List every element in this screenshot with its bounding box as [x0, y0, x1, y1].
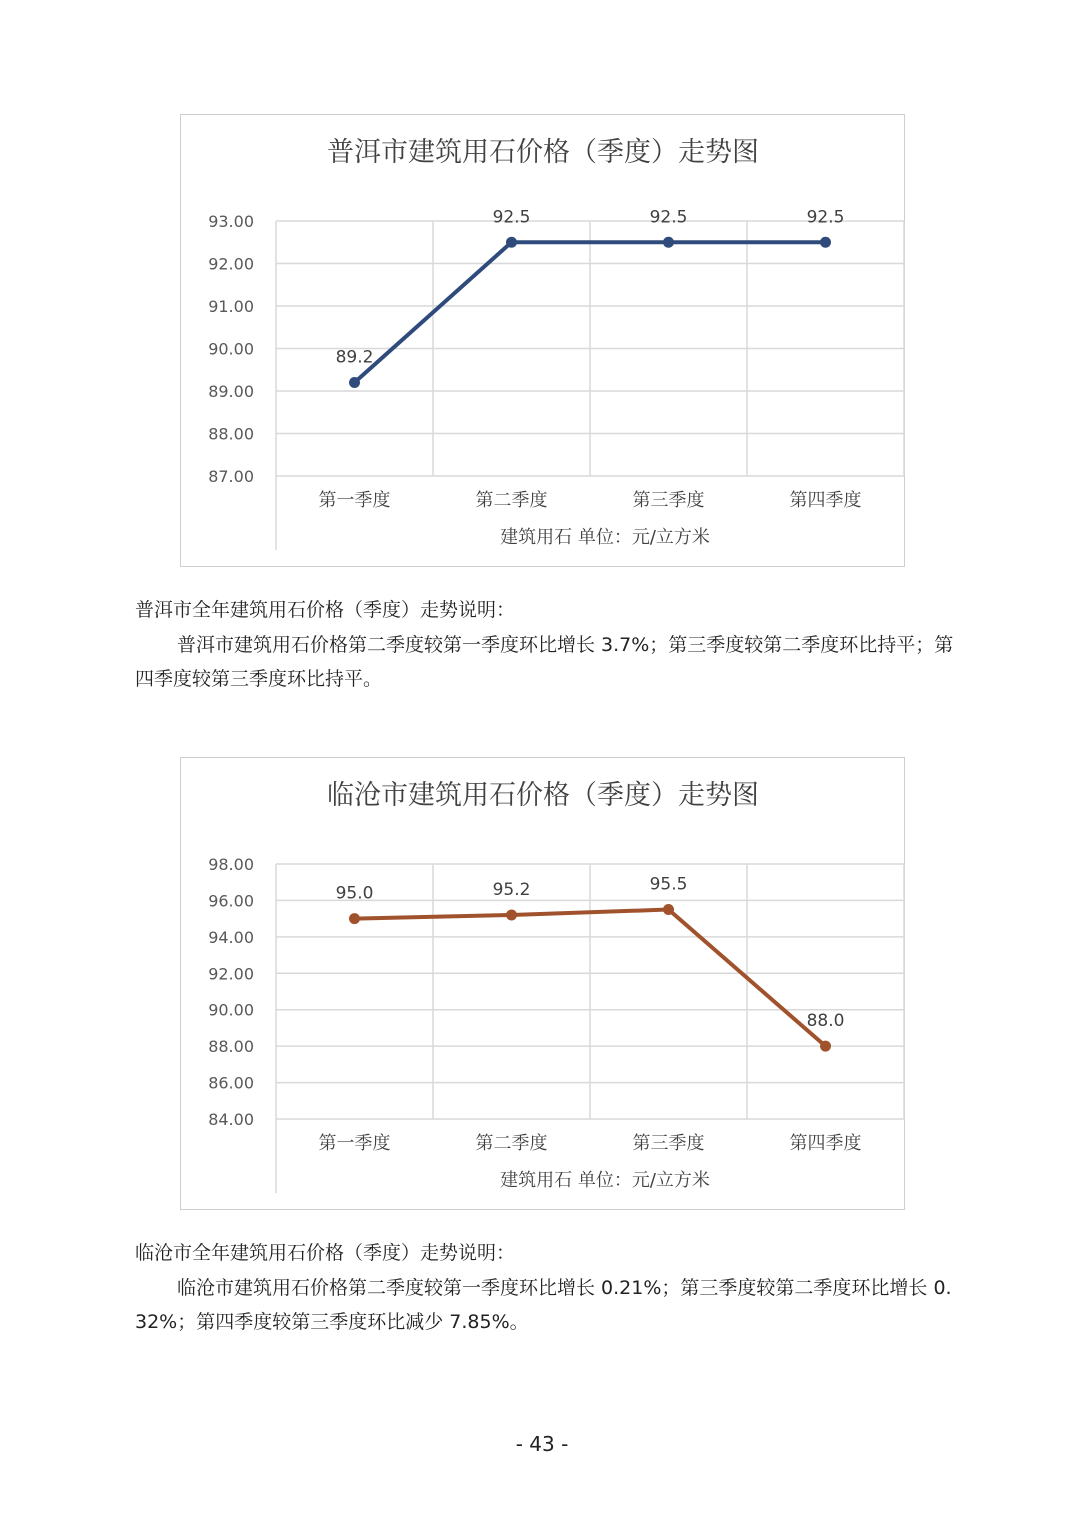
y-tick-label: 93.00: [208, 212, 254, 231]
x-category-label: 第三季度: [632, 490, 705, 511]
x-category-label: 第一季度: [318, 1133, 391, 1154]
data-point: [820, 237, 831, 248]
x-axis-label: 建筑用石 单位：元/立方米: [500, 527, 710, 548]
y-tick-label: 91.00: [208, 297, 254, 316]
y-tick-label: 94.00: [208, 927, 254, 947]
chart-lincang: [180, 757, 905, 1210]
data-point: [349, 377, 360, 388]
data-label: 92.5: [806, 207, 845, 228]
description-lincang: 临沧市建筑用石价格第二季度较第一季度环比增长 0.21%；第三季度较第二季度环比增长 0.32%；第四季度较第三季度环比减少 7.85%。: [135, 1277, 952, 1333]
data-label: 92.5: [649, 207, 688, 228]
data-point: [506, 237, 517, 248]
chart-puer-svg: [181, 115, 906, 568]
y-tick-label: 84.00: [208, 1110, 254, 1129]
y-tick-label: 98.00: [208, 855, 254, 874]
x-category-label: 第四季度: [789, 1133, 862, 1154]
x-category-label: 第二季度: [475, 490, 548, 511]
data-label: 95.2: [492, 880, 531, 900]
data-label: 88.0: [806, 1011, 845, 1032]
x-category-label: 第二季度: [475, 1133, 548, 1154]
data-label: 95.0: [335, 883, 374, 904]
data-point: [663, 904, 674, 915]
x-category-label: 第三季度: [632, 1133, 705, 1154]
data-point: [820, 1041, 831, 1052]
y-tick-label: 90.00: [208, 339, 254, 359]
y-tick-label: 87.00: [208, 467, 254, 486]
data-point: [349, 913, 360, 924]
x-axis-label: 建筑用石 单位：元/立方米: [500, 1170, 710, 1191]
description-puer: 普洱市建筑用石价格第二季度较第一季度环比增长 3.7%；第三季度较第二季度环比持平；第四季度较第三季度环比持平。: [135, 634, 954, 690]
chart-lincang-svg: [181, 758, 906, 1211]
chart-title: 临沧市建筑用石价格（季度）走势图: [327, 780, 759, 811]
y-tick-label: 86.00: [208, 1073, 254, 1093]
y-tick-label: 90.00: [208, 1000, 254, 1020]
x-category-label: 第一季度: [318, 490, 391, 511]
chart-puer: [180, 114, 905, 567]
y-tick-label: 88.00: [208, 1037, 254, 1057]
data-label: 92.5: [492, 207, 531, 228]
y-tick-label: 88.00: [208, 424, 254, 444]
chart-title: 普洱市建筑用石价格（季度）走势图: [327, 137, 759, 168]
data-point: [663, 237, 674, 248]
caption-lincang: 临沧市全年建筑用石价格（季度）走势说明：: [135, 1242, 516, 1264]
page-number: - 43 -: [515, 1432, 569, 1456]
y-tick-label: 92.00: [208, 254, 254, 274]
y-tick-label: 89.00: [208, 382, 254, 401]
caption-puer: 普洱市全年建筑用石价格（季度）走势说明：: [135, 599, 516, 621]
x-category-label: 第四季度: [789, 490, 862, 511]
data-point: [506, 910, 517, 921]
data-label: 95.5: [649, 874, 688, 895]
data-label: 89.2: [335, 347, 374, 368]
y-tick-label: 96.00: [208, 891, 254, 911]
y-tick-label: 92.00: [208, 964, 254, 984]
